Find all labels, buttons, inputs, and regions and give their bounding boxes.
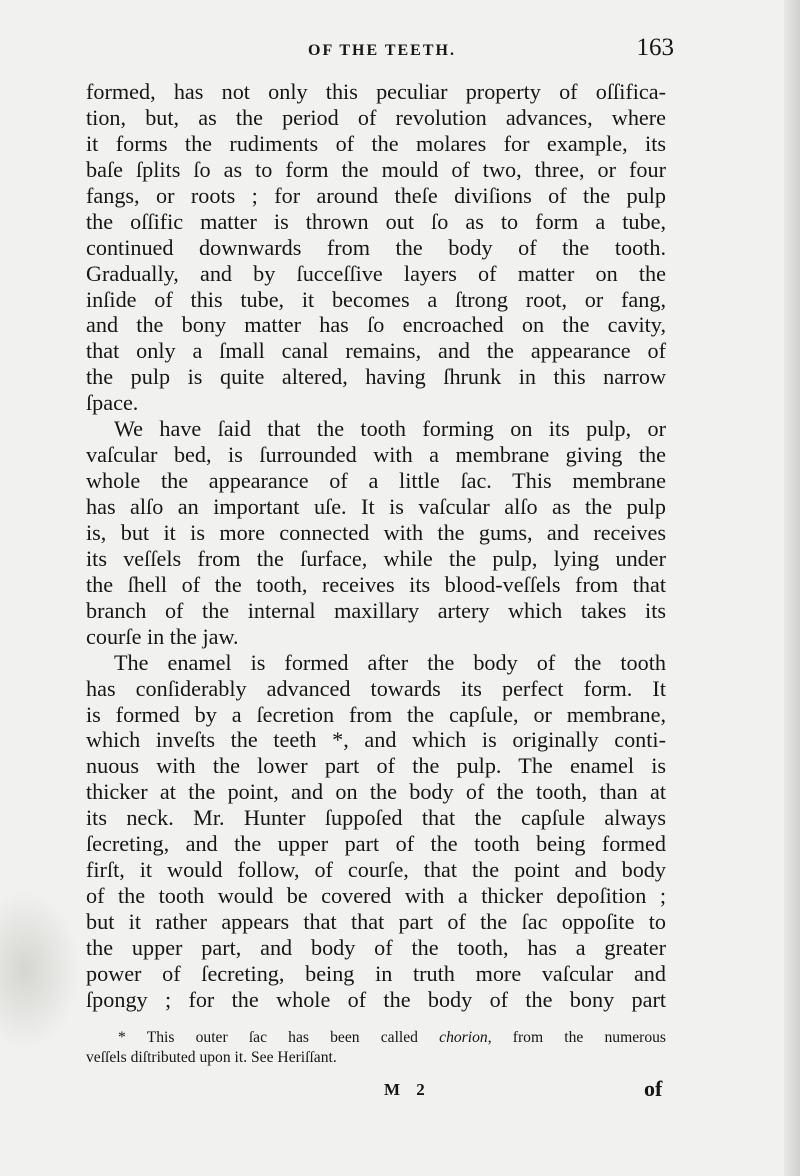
footnote-text: , from the numerous bbox=[487, 1029, 666, 1046]
page-edge bbox=[784, 0, 800, 1176]
text-line: formed, has not only this peculiar property of oſſifica- bbox=[86, 79, 666, 104]
text-line: fangs, or roots ; for around theſe diviſions of the pulp bbox=[86, 182, 666, 208]
text-line: ſpace. bbox=[86, 390, 139, 416]
footnote-text: * This outer ſac has been called bbox=[118, 1029, 440, 1046]
footnote-italic-term: chorion bbox=[439, 1029, 488, 1046]
text-line: baſe ſplits ſo as to form the mould of two, three, or four bbox=[86, 156, 666, 182]
footnote-line bbox=[86, 1028, 666, 1048]
text-line: ſecreting, and the upper part of the tooth being formed bbox=[86, 831, 666, 857]
text-line: branch of the internal maxillary artery which takes its bbox=[86, 597, 666, 623]
text-line: whole the appearance of a little ſac. This membrane bbox=[86, 468, 666, 494]
footnote-line: veſſels diſtributed upon it. See Heriſſant. bbox=[86, 1049, 337, 1066]
text-line: vaſcular bed, is ſurrounded with a membrane giving the bbox=[86, 442, 666, 468]
text-line: courſe in the jaw. bbox=[86, 623, 239, 649]
text-line: nuous with the lower part of the pulp. The enamel is bbox=[86, 753, 666, 779]
running-head: OF THE TEETH. bbox=[308, 42, 456, 59]
text-line: the upper part, and body of the tooth, has a greater bbox=[86, 934, 666, 960]
text-line: ſpongy ; for the whole of the body of the bony part bbox=[86, 986, 666, 1012]
text-line: the oſſific matter is thrown out ſo as to form a tube, bbox=[86, 208, 666, 234]
text-line: the ſhell of the tooth, receives its blood-veſſels from that bbox=[86, 571, 666, 597]
text-line: power of ſecreting, being in truth more vaſcular and bbox=[86, 960, 666, 986]
text-line: is, but it is more connected with the gums, and receives bbox=[86, 519, 666, 545]
text-line: which inveſts the teeth *, and which is originally conti- bbox=[86, 727, 666, 753]
paper-stain bbox=[0, 890, 80, 1050]
text-line: The enamel is formed after the body of the tooth bbox=[114, 649, 666, 675]
text-line: thicker at the point, and on the body of the tooth, than at bbox=[86, 779, 666, 805]
text-line: its neck. Mr. Hunter ſuppoſed that the capſule always bbox=[86, 805, 666, 831]
text-line: of the tooth would be covered with a thicker depoſition ; bbox=[86, 883, 666, 909]
text-line: its veſſels from the ſurface, while the pulp, lying under bbox=[86, 545, 666, 571]
text-line: is formed by a ſecretion from the capſule, or membrane, bbox=[86, 701, 666, 727]
text-line: We have ſaid that the tooth forming on its pulp, or bbox=[114, 416, 666, 442]
signature-mark: M 2 bbox=[384, 1080, 431, 1099]
text-line: continued downwards from the body of the tooth. bbox=[86, 234, 666, 260]
text-line: firſt, it would follow, of courſe, that the point and body bbox=[86, 857, 666, 883]
body-text bbox=[86, 79, 666, 1013]
page-header bbox=[86, 34, 674, 74]
text-line: Gradually, and by ſucceſſive layers of matter on the bbox=[86, 260, 666, 286]
text-line: it forms the rudiments of the molares for example, its bbox=[86, 130, 666, 156]
text-line: the pulp is quite altered, having ſhrunk in this narrow bbox=[86, 364, 666, 390]
text-line: has conſiderably advanced towards its perfect form. It bbox=[86, 675, 666, 701]
catchword: of bbox=[644, 1076, 663, 1101]
text-line: but it rather appears that that part of the ſac oppoſite to bbox=[86, 909, 666, 934]
text-line: and the bony matter has ſo encroached on the cavity, bbox=[86, 312, 666, 338]
footnote bbox=[86, 1028, 666, 1068]
text-line: inſide of this tube, it becomes a ſtrong root, or fang, bbox=[86, 286, 666, 312]
text-line: has alſo an important uſe. It is vaſcular alſo as the pulp bbox=[86, 494, 666, 519]
text-line: that only a ſmall canal remains, and the appearance of bbox=[86, 338, 666, 364]
page-number: 163 bbox=[636, 34, 674, 61]
text-line: tion, but, as the period of revolution advances, where bbox=[86, 104, 666, 130]
